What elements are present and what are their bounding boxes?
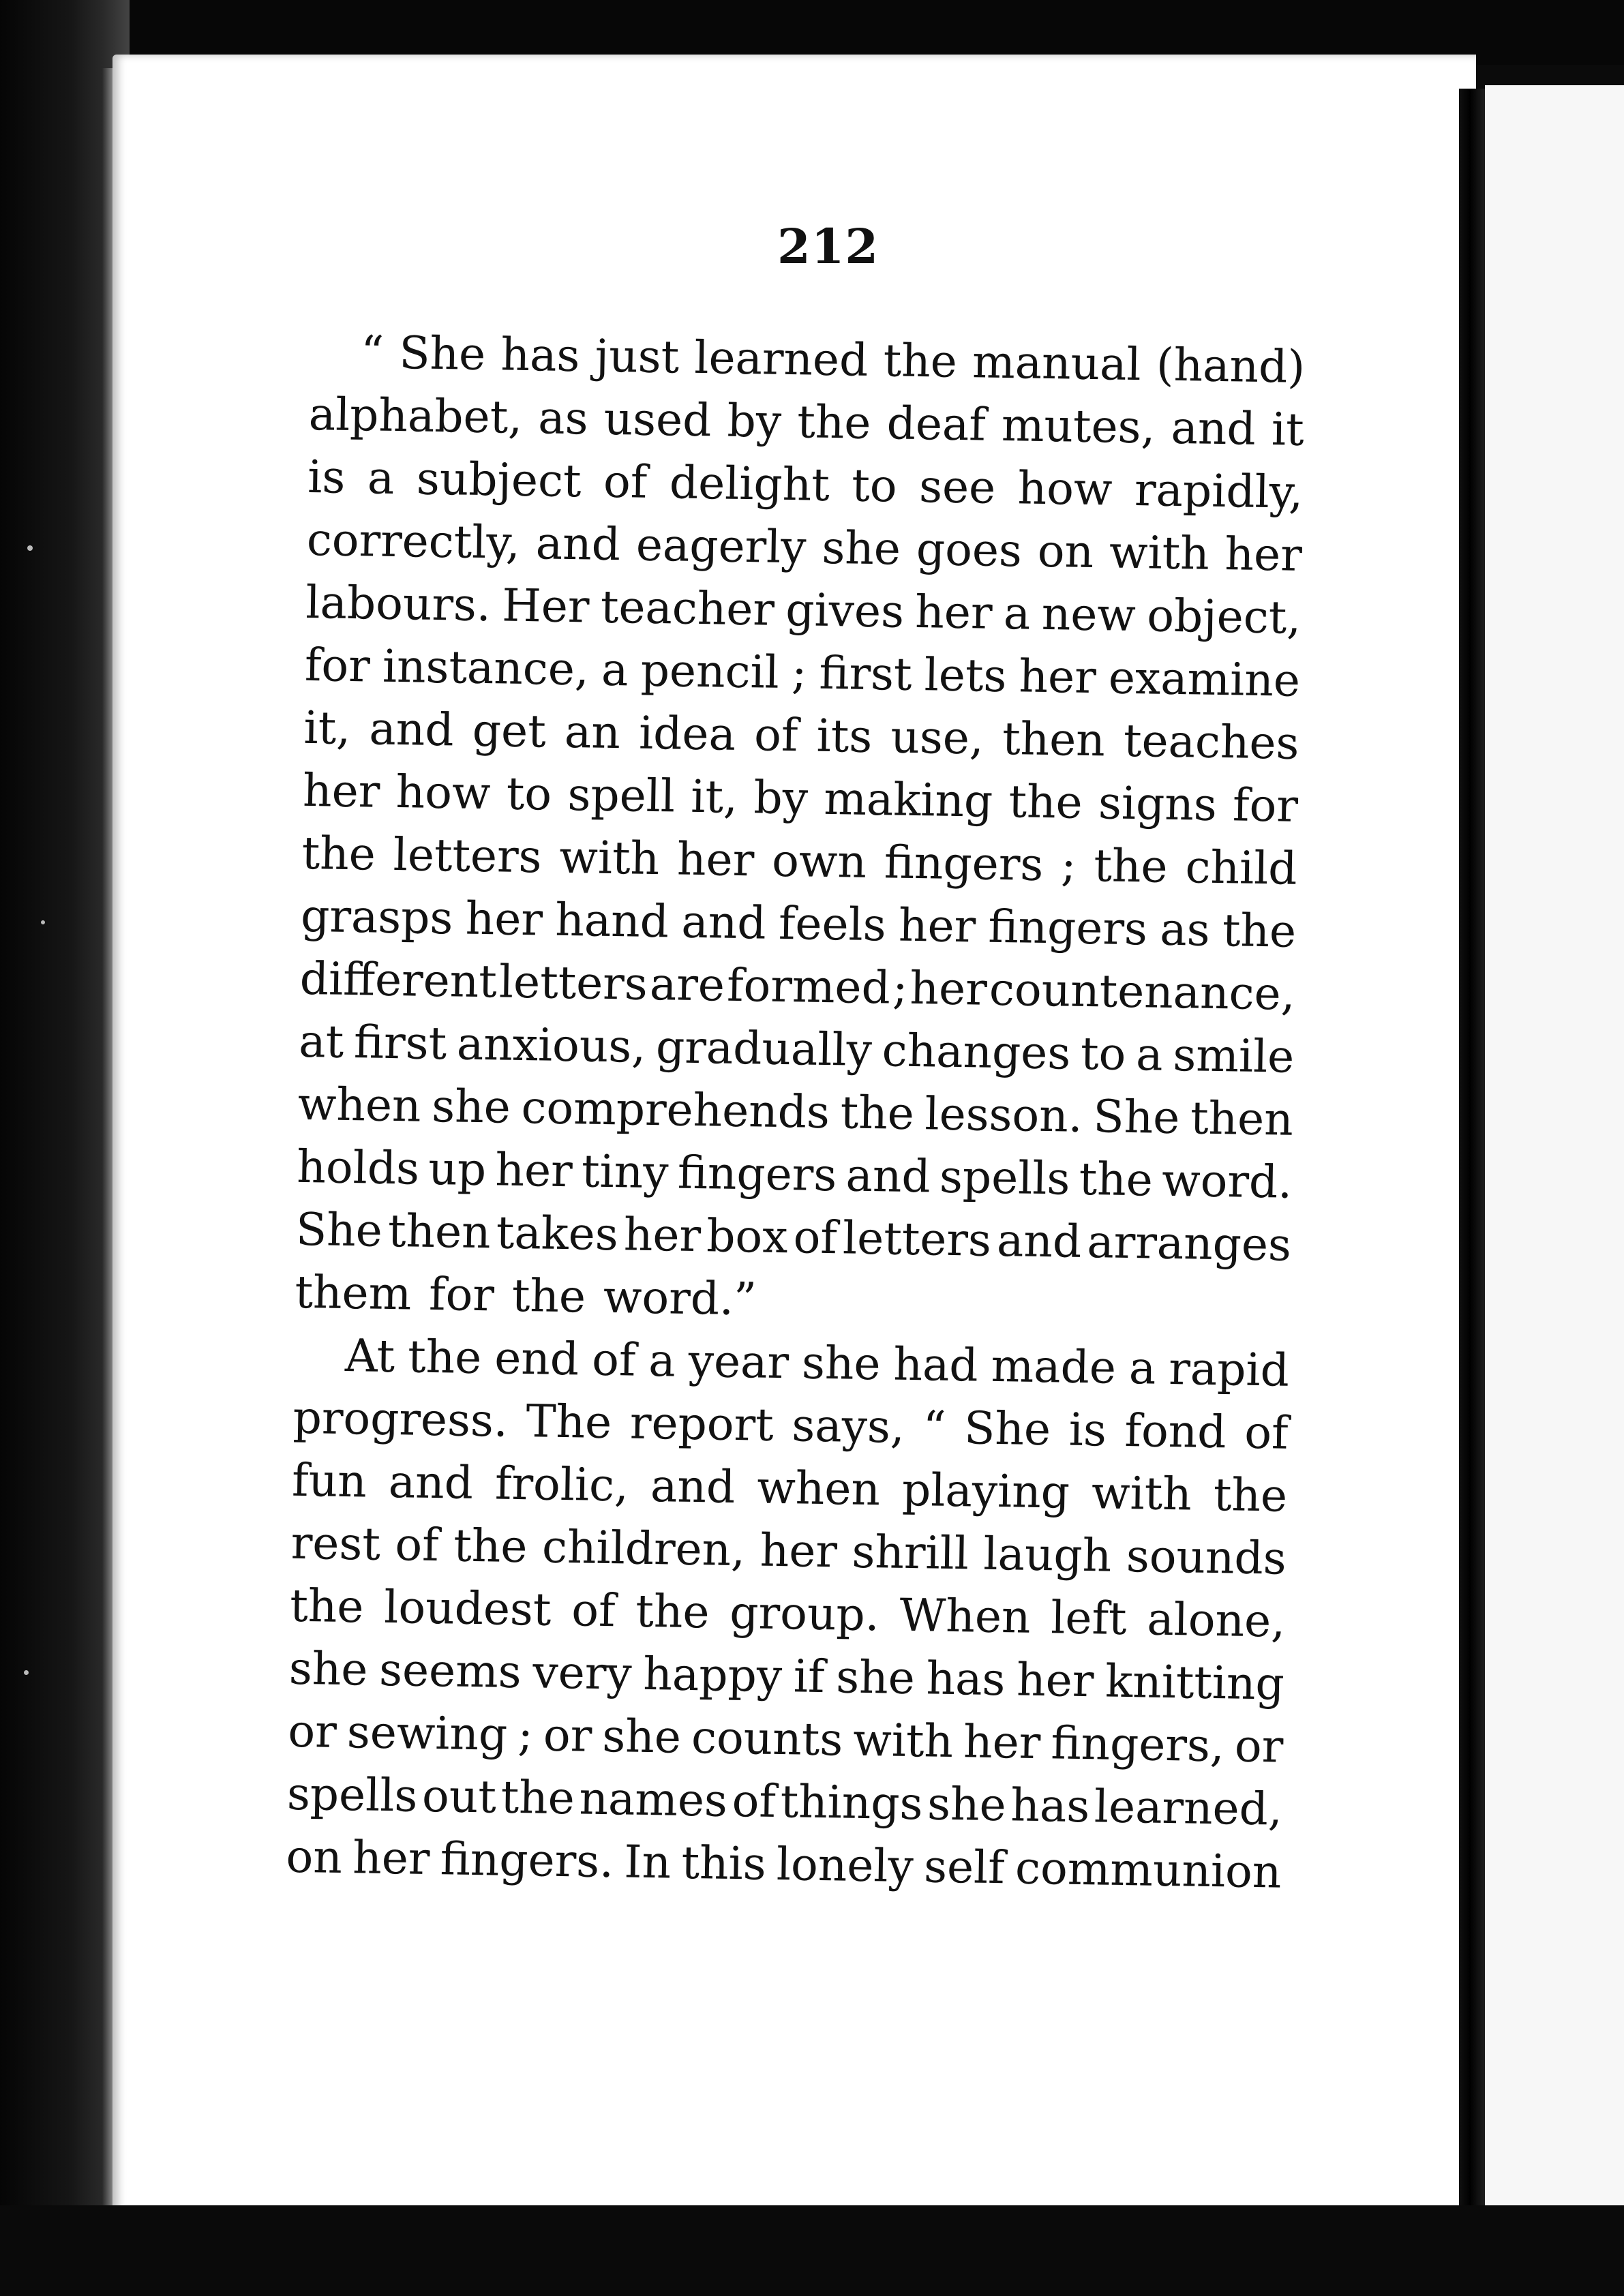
text-line: different letters are formed ; her countenance,	[299, 952, 1296, 1021]
text-line: fun and frolic, and when playing with the	[291, 1453, 1288, 1522]
body-text	[286, 320, 1306, 1904]
text-line: holds up her tiny fingers and spells the word.	[296, 1140, 1293, 1209]
text-line: she seems very happy if she has her knitting	[288, 1642, 1285, 1710]
text-line: alphabet, as used by the deaf mutes, and it	[308, 387, 1305, 456]
text-line: grasps her hand and feels her fingers as the	[300, 889, 1297, 958]
facing-page-edge	[1485, 85, 1624, 2246]
text-line: is a subject of delight to see how rapidly,	[307, 450, 1304, 519]
page-number: 212	[777, 218, 879, 275]
text-line: at first anxious, gradually changes to a smile	[298, 1014, 1295, 1083]
text-line: correctly, and eagerly she goes on with her	[306, 513, 1303, 581]
text-line: the letters with her own fingers ; the child	[301, 826, 1298, 895]
text-line: for instance, a pencil ; first lets her examine	[304, 638, 1301, 707]
text-line: when she comprehends the lesson. She then	[297, 1077, 1294, 1146]
text-line: it, and get an idea of its use, then teaches	[303, 701, 1299, 770]
book-gutter	[1459, 89, 1486, 2270]
scan-bottom-border	[0, 2205, 1624, 2296]
text-line: them for the word.”	[295, 1265, 757, 1326]
text-line: “ She has just learned the manual (hand)	[360, 326, 1306, 393]
scan-speck	[24, 1670, 29, 1675]
text-line: or sewing ; or she counts with her fingers, or	[287, 1704, 1284, 1773]
text-line: rest of the children, her shrill laugh sounds	[290, 1516, 1287, 1585]
text-line: the loudest of the group. When left alone,	[289, 1579, 1286, 1648]
text-line: At the end of a year she had made a rapid	[344, 1329, 1290, 1397]
text-line: on her fingers. In this lonely self communion	[285, 1830, 1282, 1899]
scan-speck	[27, 545, 33, 551]
text-line: her how to spell it, by making the signs for	[302, 764, 1299, 832]
text-line: labours. Her teacher gives her a new object,	[305, 575, 1302, 644]
scan-speck	[41, 920, 45, 924]
text-line: spells out the names of things she has learned,	[286, 1767, 1283, 1836]
text-line: progress. The report says, “ She is fond of	[292, 1391, 1289, 1460]
text-line: She then takes her box of letters and arranges	[295, 1203, 1292, 1271]
